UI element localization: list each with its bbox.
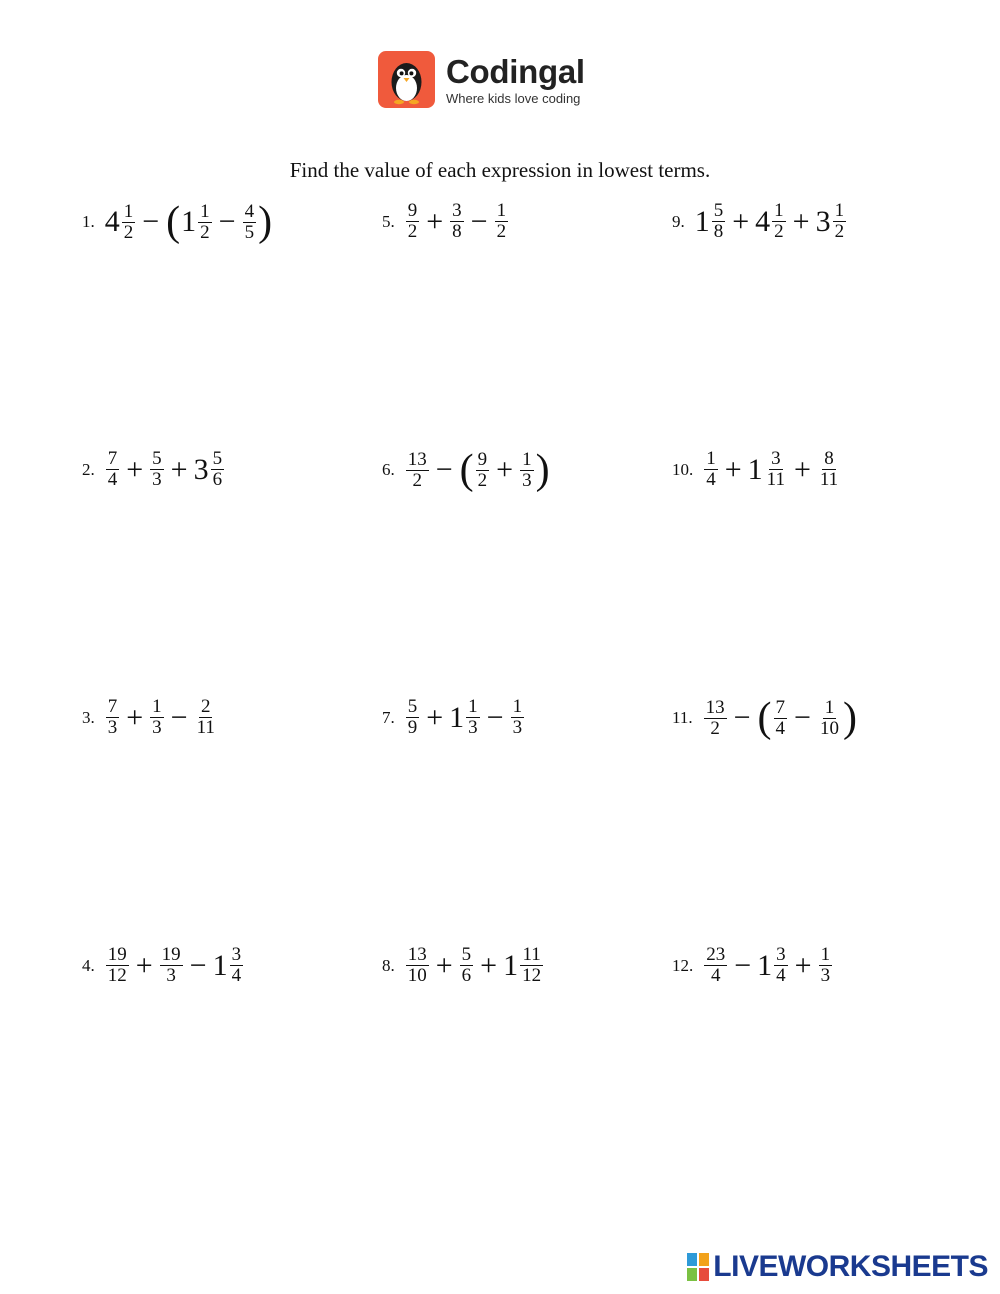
numerator: 19 (107, 944, 127, 965)
fraction (712, 201, 726, 242)
whole-part: 1 (181, 205, 197, 238)
fraction (774, 945, 788, 986)
problem-12 (672, 945, 833, 986)
operator: + (135, 948, 153, 982)
operator: − (470, 204, 488, 238)
fraction (160, 945, 183, 986)
fraction (466, 697, 480, 738)
operator: − (142, 205, 160, 238)
brand-tagline: Where kids love coding (446, 90, 581, 106)
numerator: 9 (407, 200, 418, 221)
mixed-number (213, 945, 245, 986)
operator: − (486, 700, 504, 734)
problem-8 (382, 945, 544, 986)
numerator: 5 (407, 696, 418, 717)
expression (405, 945, 544, 986)
fraction (520, 945, 543, 986)
fraction (772, 201, 786, 242)
denominator: 3 (152, 717, 162, 738)
denominator: 12 (107, 965, 127, 986)
numerator: 1 (824, 696, 835, 718)
problem-number: 10. (672, 459, 694, 479)
expression (105, 697, 218, 738)
denominator: 11 (766, 469, 785, 490)
numerator: 1 (123, 200, 134, 222)
numerator: 23 (706, 944, 726, 965)
liveworksheets-logo (687, 1250, 988, 1284)
denominator: 4 (776, 965, 786, 986)
numerator: 8 (824, 448, 834, 469)
expression (405, 201, 509, 242)
problem-1 (82, 201, 273, 243)
mixed-number (695, 201, 727, 242)
denominator: 10 (407, 965, 427, 986)
fraction (122, 202, 136, 243)
operator: − (733, 701, 751, 734)
problem-4 (82, 945, 244, 986)
problem-11 (672, 697, 858, 739)
parenthesis: ) (258, 199, 273, 245)
fraction (406, 201, 420, 242)
numerator: 1 (496, 200, 507, 221)
problem-number: 1. (82, 212, 95, 231)
mixed-number (105, 202, 137, 243)
parenthesis: ( (757, 695, 772, 741)
whole-part: 1 (449, 700, 465, 734)
numerator: 1 (512, 696, 523, 717)
whole-part: 3 (193, 452, 209, 486)
fraction (450, 201, 464, 242)
denominator: 4 (775, 717, 786, 739)
fraction (406, 945, 429, 986)
expression (105, 449, 225, 490)
numerator: 1 (774, 200, 784, 221)
denominator: 2 (412, 469, 422, 491)
operator: + (126, 452, 144, 486)
denominator: 2 (710, 717, 720, 739)
codingal-logo (378, 51, 585, 108)
denominator: 10 (819, 717, 839, 739)
denominator: 2 (496, 221, 507, 242)
expression (703, 449, 841, 490)
problem-5 (382, 201, 509, 242)
operator: + (732, 204, 750, 238)
fraction (106, 945, 129, 986)
denominator: 3 (152, 469, 162, 490)
problem-number: 11. (672, 708, 693, 727)
liveworksheets-brand: LIVEWORKSHEETS (713, 1250, 988, 1283)
numerator: 1 (522, 448, 532, 470)
whole-part: 1 (503, 948, 519, 982)
operator: + (793, 452, 811, 486)
fraction (476, 450, 490, 491)
numerator: 5 (212, 448, 223, 469)
mixed-number (748, 449, 788, 490)
parenthesis: ) (842, 695, 857, 741)
numerator: 1 (200, 200, 210, 222)
mixed-number (755, 201, 787, 242)
denominator: 3 (512, 717, 523, 738)
expression (703, 945, 833, 986)
parenthesis: ) (535, 447, 550, 493)
numerator: 13 (407, 448, 427, 470)
fraction (704, 698, 727, 739)
operator: + (724, 452, 742, 486)
instructions: Find the value of each expression in lowest terms. (289, 158, 711, 182)
denominator: 3 (468, 717, 478, 738)
numerator: 5 (461, 944, 472, 965)
denominator: 12 (522, 965, 542, 986)
denominator: 2 (774, 221, 784, 242)
operator: + (794, 948, 812, 982)
denominator: 8 (452, 221, 462, 242)
denominator: 2 (200, 221, 210, 243)
fraction (818, 698, 841, 739)
operator: + (170, 452, 188, 486)
fraction (833, 201, 847, 242)
mixed-number (449, 697, 481, 738)
operator: − (218, 205, 236, 238)
problem-number: 9. (672, 211, 685, 231)
whole-part: 1 (694, 204, 710, 238)
numerator: 1 (820, 944, 831, 965)
problem-number: 8. (382, 955, 395, 975)
expression (703, 697, 858, 739)
fraction (106, 449, 120, 490)
numerator: 1 (152, 696, 162, 717)
problem-number: 3. (82, 707, 95, 727)
denominator: 11 (819, 469, 839, 490)
numerator: 3 (771, 448, 781, 469)
fraction (704, 449, 718, 490)
fraction (406, 450, 429, 491)
fraction (495, 201, 509, 242)
numerator: 1 (706, 448, 716, 469)
mixed-number (503, 945, 544, 986)
fraction (511, 697, 525, 738)
numerator: 7 (107, 696, 118, 717)
fraction (106, 697, 120, 738)
problem-number: 6. (382, 460, 395, 479)
denominator: 3 (166, 965, 176, 986)
problem-10 (672, 449, 841, 490)
denominator: 9 (407, 717, 418, 738)
problem-number: 5. (382, 211, 395, 231)
mixed-number (194, 449, 226, 490)
numerator: 3 (452, 200, 462, 221)
denominator: 4 (706, 469, 716, 490)
numerator: 9 (477, 448, 488, 470)
fraction (819, 945, 833, 986)
operator: + (126, 700, 144, 734)
operator: + (426, 700, 444, 734)
expression (405, 697, 525, 738)
numerator: 5 (152, 448, 162, 469)
denominator: 2 (407, 221, 418, 242)
whole-part: 3 (815, 204, 831, 238)
whole-part: 1 (747, 452, 763, 486)
penguin-icon (378, 51, 435, 108)
fraction (150, 697, 164, 738)
operator: + (480, 948, 498, 982)
problem-6 (382, 449, 551, 491)
fraction (243, 202, 257, 243)
expression (105, 201, 273, 243)
problem-number: 12. (672, 955, 694, 975)
whole-part: 4 (104, 205, 120, 238)
mixed-number (181, 202, 213, 243)
problem-number: 2. (82, 459, 95, 479)
numerator: 4 (244, 200, 255, 222)
denominator: 8 (713, 221, 724, 242)
parenthesis: ( (166, 199, 181, 245)
operator: − (794, 701, 811, 734)
denominator: 2 (123, 221, 134, 243)
numerator: 2 (200, 696, 211, 717)
denominator: 3 (820, 965, 831, 986)
problem-3 (82, 697, 218, 738)
whole-part: 1 (757, 948, 773, 982)
expression (405, 449, 551, 491)
operator: + (496, 453, 514, 486)
fraction (818, 449, 840, 490)
fraction (198, 202, 212, 243)
operator: − (189, 948, 207, 982)
expression (105, 945, 244, 986)
numerator: 13 (705, 696, 725, 718)
denominator: 6 (461, 965, 472, 986)
numerator: 7 (107, 448, 118, 469)
mixed-number (757, 945, 789, 986)
whole-part: 4 (755, 204, 771, 238)
numerator: 3 (231, 944, 242, 965)
problem-7 (382, 697, 525, 738)
fraction (774, 698, 788, 739)
numerator: 1 (468, 696, 478, 717)
denominator: 2 (477, 469, 488, 491)
expression (695, 201, 847, 242)
fraction (460, 945, 474, 986)
numerator: 7 (775, 696, 786, 718)
brand-name: Codingal (446, 52, 585, 90)
denominator: 2 (834, 221, 845, 242)
numerator: 13 (407, 944, 427, 965)
fraction (195, 697, 217, 738)
numerator: 1 (834, 200, 845, 221)
problem-9 (672, 201, 847, 242)
fraction (765, 449, 787, 490)
fraction (230, 945, 244, 986)
denominator: 4 (711, 965, 721, 986)
operator: − (435, 453, 453, 486)
fraction (520, 450, 534, 491)
fraction (211, 449, 225, 490)
mixed-number (816, 201, 848, 242)
fraction (704, 945, 727, 986)
operator: + (792, 204, 810, 238)
operator: + (426, 204, 444, 238)
numerator: 3 (776, 944, 786, 965)
numerator: 5 (713, 200, 724, 221)
numerator: 19 (161, 944, 181, 965)
denominator: 3 (107, 717, 118, 738)
denominator: 4 (107, 469, 118, 490)
fraction (406, 697, 420, 738)
denominator: 5 (244, 221, 255, 243)
numerator: 11 (522, 944, 541, 965)
operator: − (734, 948, 752, 982)
problem-number: 7. (382, 707, 395, 727)
operator: − (170, 700, 188, 734)
denominator: 11 (196, 717, 215, 738)
denominator: 4 (231, 965, 242, 986)
problem-number: 4. (82, 955, 95, 975)
liveworksheets-mark-icon (687, 1253, 709, 1281)
parenthesis: ( (459, 447, 474, 493)
fraction (150, 449, 164, 490)
operator: + (435, 948, 453, 982)
denominator: 3 (522, 469, 532, 491)
whole-part: 1 (212, 948, 228, 982)
problem-2 (82, 449, 225, 490)
denominator: 6 (212, 469, 223, 490)
